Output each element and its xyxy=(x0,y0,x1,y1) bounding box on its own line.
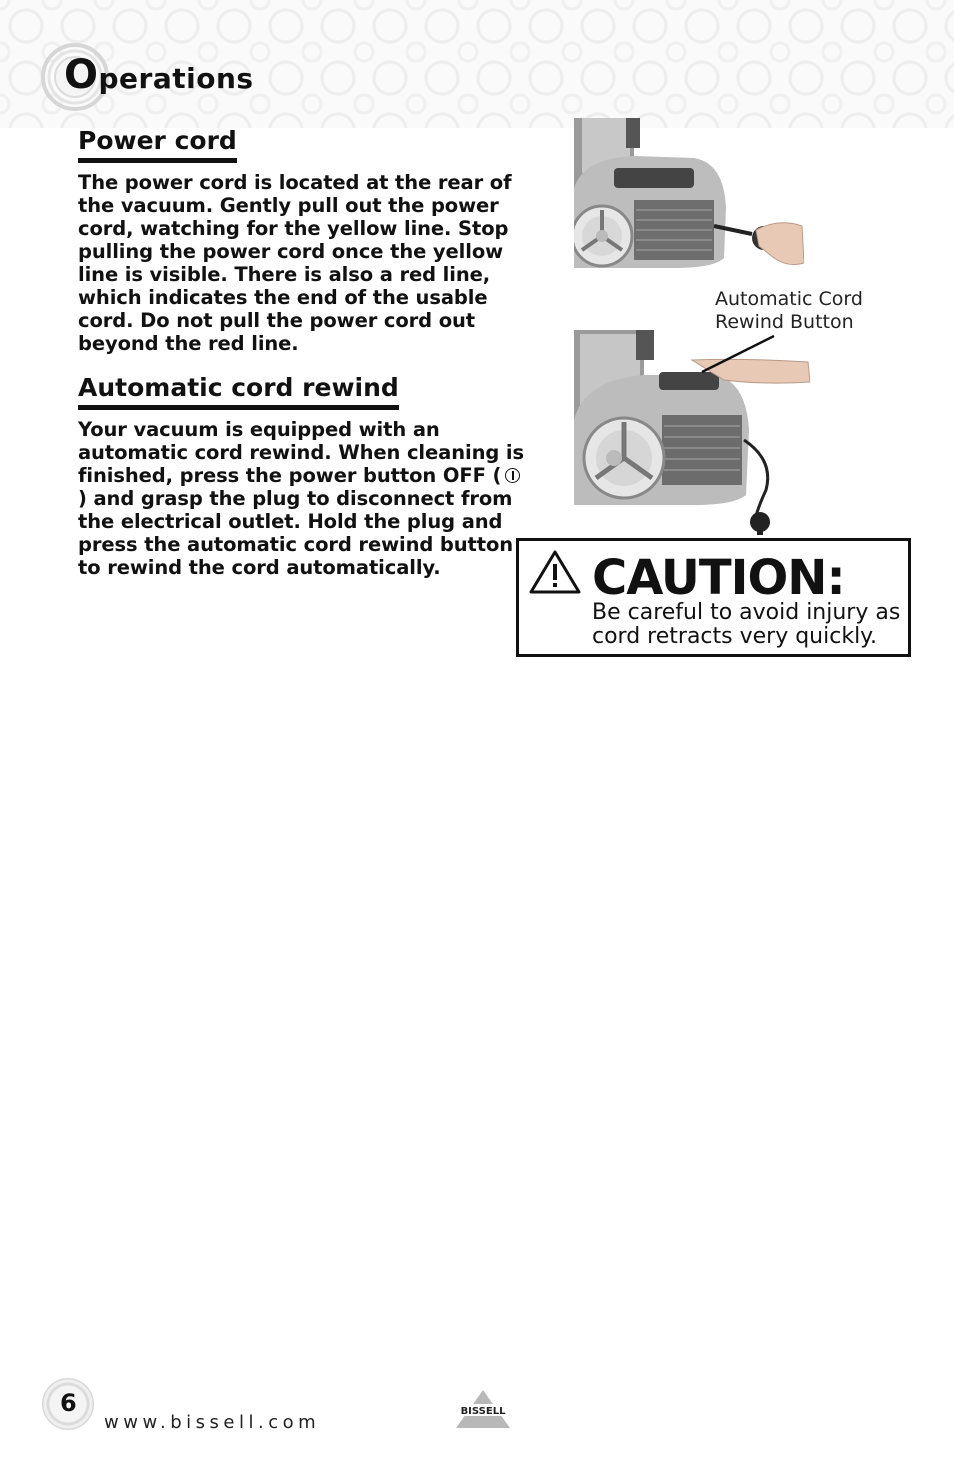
caution-text: Be careful to avoid injury as cord retracts very quickly. xyxy=(592,600,901,649)
cord-rewind-heading: Automatic cord rewind xyxy=(78,373,399,410)
cord-rewind-text-part1: Your vacuum is equipped with an automatic cord rewind. When cleaning is finished, press the power button OFF ( xyxy=(78,418,524,487)
callout-line-1: Automatic Cord xyxy=(715,288,863,310)
website-url: www.bissell.com xyxy=(104,1412,321,1433)
page-number: 6 xyxy=(60,1389,77,1417)
cord-rewind-text-part2: ) and grasp the plug to disconnect from the electrical outlet. Hold the plug and press the automatic cord rewind button to rewind the cord automatically. xyxy=(78,487,514,579)
power-cord-heading: Power cord xyxy=(78,126,237,163)
title-rest: perations xyxy=(98,62,254,95)
vacuum-rewind-button-photo xyxy=(574,330,810,535)
caution-box xyxy=(516,538,911,657)
title-initial: O xyxy=(64,52,99,98)
cord-rewind-button-callout xyxy=(715,288,885,334)
page-title xyxy=(64,52,254,98)
vacuum-pull-cord-photo xyxy=(574,118,804,268)
callout-line-2: Rewind Button xyxy=(715,311,854,333)
svg-text:BISSELL: BISSELL xyxy=(460,1406,506,1417)
cord-rewind-text xyxy=(78,418,528,579)
power-cord-section xyxy=(78,126,528,355)
power-symbol-icon xyxy=(505,468,520,483)
caution-heading: CAUTION: xyxy=(592,550,845,606)
cord-rewind-section xyxy=(78,373,528,579)
power-cord-text: The power cord is located at the rear of the vacuum. Gently pull out the power cord, watching for the yellow line. Stop pulling the power cord once the yellow line is visible. There is also a red line, which indicates the end of the usable cord. Do not pull the power cord out beyond the red line. xyxy=(78,171,512,355)
bissell-logo xyxy=(450,1388,516,1432)
instructions-column xyxy=(78,126,528,579)
warning-triangle-icon xyxy=(529,549,581,595)
